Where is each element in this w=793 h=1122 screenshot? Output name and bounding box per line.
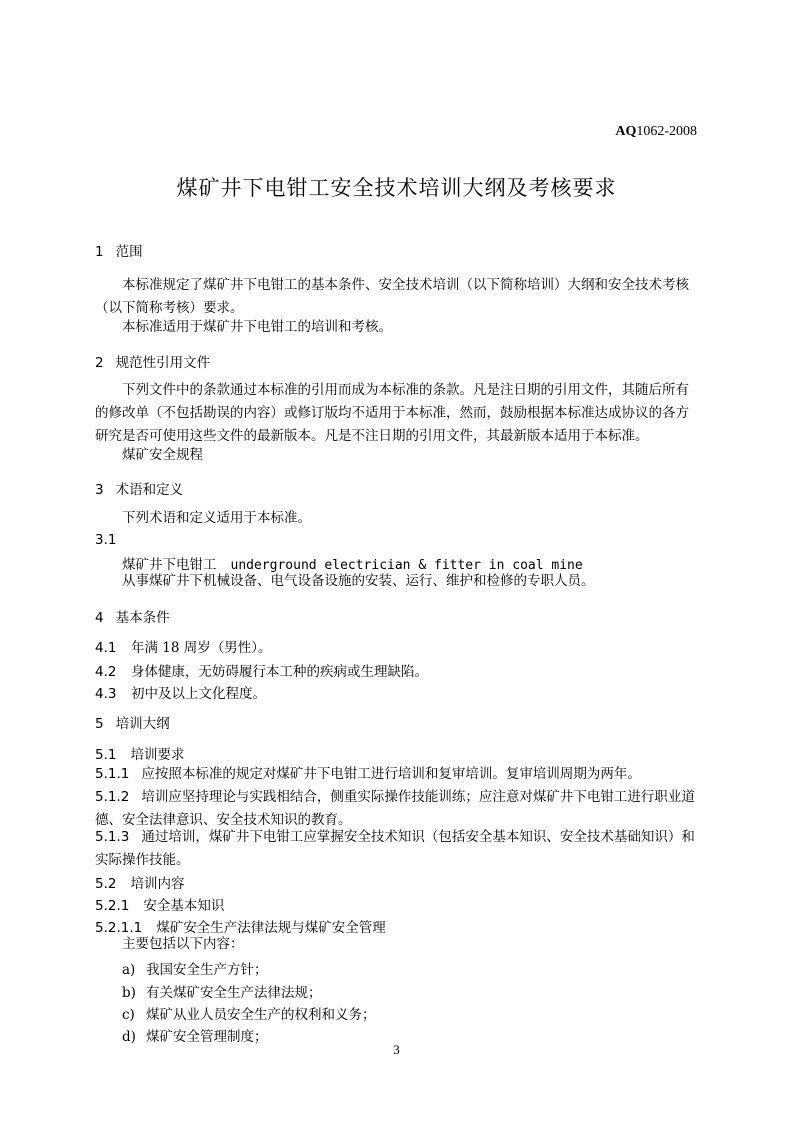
section-3-intro: 下列术语和定义适用于本标准。 (122, 510, 311, 526)
term-number: 3.1 (95, 532, 117, 548)
list-item-b (122, 981, 322, 1001)
standard-number: 1062-2008 (636, 124, 697, 139)
section-1-paragraph-2: 本标准适用于煤矿井下电钳工的培训和考核。 (122, 319, 392, 335)
list-label: b) (122, 985, 136, 1001)
section-number: 3 (95, 482, 104, 498)
clause-text: 身体健康，无妨碍履行本工种的疾病或生理缺陷。 (131, 664, 428, 680)
page-number: 3 (393, 1042, 400, 1057)
section-title: 范围 (115, 244, 143, 260)
subsection-5-2-heading (95, 872, 184, 892)
list-text: 煤矿从业人员安全生产的权利和义务； (146, 1007, 376, 1023)
section-1-heading (95, 240, 143, 260)
clause-4-3 (95, 682, 266, 703)
section-number: 5 (95, 716, 104, 732)
clause-5-1-3 (95, 826, 697, 872)
list-item-c (122, 1003, 376, 1023)
term-chinese: 煤矿井下电钳工 (122, 557, 217, 573)
clause-number: 5.1.1 (95, 766, 130, 782)
subsection-number: 5.1 (95, 747, 117, 763)
section-5-heading (95, 712, 170, 732)
section-3-heading (95, 478, 183, 498)
section-number: 4 (95, 610, 104, 626)
list-intro: 主要包括以下内容： (122, 936, 244, 952)
section-4-heading (95, 606, 170, 626)
subsection-number: 5.2.1.1 (95, 920, 143, 936)
standard-code (615, 124, 697, 140)
document-title: 煤矿井下电钳工安全技术培训大纲及考核要求 (176, 176, 617, 200)
subsection-5-2-1-heading (95, 894, 224, 914)
section-1-paragraph-1: 本标准规定了煤矿井下电钳工的基本条件、安全技术培训（以下简称培训）大纲和安全技术考核（以下简称考核）要求。 (95, 277, 689, 316)
list-label: a) (122, 962, 136, 978)
subsection-title: 培训内容 (130, 876, 185, 892)
list-text: 有关煤矿安全生产法律法规； (146, 985, 322, 1001)
section-title: 术语和定义 (115, 482, 184, 498)
clause-text: 初中及以上文化程度。 (131, 686, 266, 702)
clause-text: 应按照本标准的规定对煤矿井下电钳工进行培训和复审培训。复审培训周期为两年。 (141, 766, 641, 782)
subsection-title: 培训要求 (130, 747, 185, 763)
subsection-5-1-heading (95, 743, 184, 763)
clause-number: 4.3 (95, 686, 117, 702)
list-text: 煤矿安全管理制度； (146, 1029, 268, 1045)
list-item-a (122, 958, 268, 978)
clause-number: 4.2 (95, 664, 117, 680)
standard-prefix: AQ (615, 124, 637, 139)
subsection-title: 煤矿安全生产法律法规与煤矿安全管理 (156, 920, 386, 936)
subsection-title: 安全基本知识 (143, 898, 225, 914)
clause-text: 通过培训，煤矿井下电钳工应掌握安全技术知识（包括安全基本知识、安全技术基础知识）和实际操作技能。 (95, 829, 695, 868)
clause-number: 5.1.3 (95, 829, 130, 845)
list-label: d) (122, 1029, 136, 1045)
section-2-heading (95, 351, 210, 371)
clause-number: 4.1 (95, 640, 117, 656)
clause-text: 年满 18 周岁（男性）。 (131, 640, 272, 656)
section-title: 基本条件 (115, 610, 170, 626)
clause-5-1-1 (95, 763, 697, 786)
section-title: 规范性引用文件 (115, 355, 211, 371)
section-title: 培训大纲 (115, 716, 170, 732)
term-definition: 从事煤矿井下机械设备、电气设备设施的安装、运行、维护和检修的专职人员。 (122, 573, 595, 589)
subsection-number: 5.2.1 (95, 898, 130, 914)
section-number: 2 (95, 355, 104, 371)
section-2-reference: 煤矿安全规程 (122, 447, 203, 463)
term-english: underground electrician & fitter in coal mine (230, 558, 583, 573)
clause-number: 5.1.2 (95, 789, 130, 805)
section-2-paragraph-1: 下列文件中的条款通过本标准的引用而成为本标准的条款。凡是注日期的引用文件，其随后所有的修改单（不包括勘误的内容）或修订版均不适用于本标准，然而，鼓励根据本标准达成协议的各方研究是否可使用这些文件的最新版本。凡是不注日期的引用文件，其最新版本适用于本标准。 (95, 382, 689, 444)
section-number: 1 (95, 244, 104, 260)
subsection-number: 5.2 (95, 876, 117, 892)
clause-4-1 (95, 636, 272, 657)
clause-4-2 (95, 660, 428, 681)
list-text: 我国安全生产方针； (146, 962, 268, 978)
list-label: c) (122, 1007, 135, 1023)
clause-text: 培训应坚持理论与实践相结合，侧重实际操作技能训练；应注意对煤矿井下电钳工进行职业道德、安全法律意识、安全技术知识的教育。 (95, 789, 695, 828)
